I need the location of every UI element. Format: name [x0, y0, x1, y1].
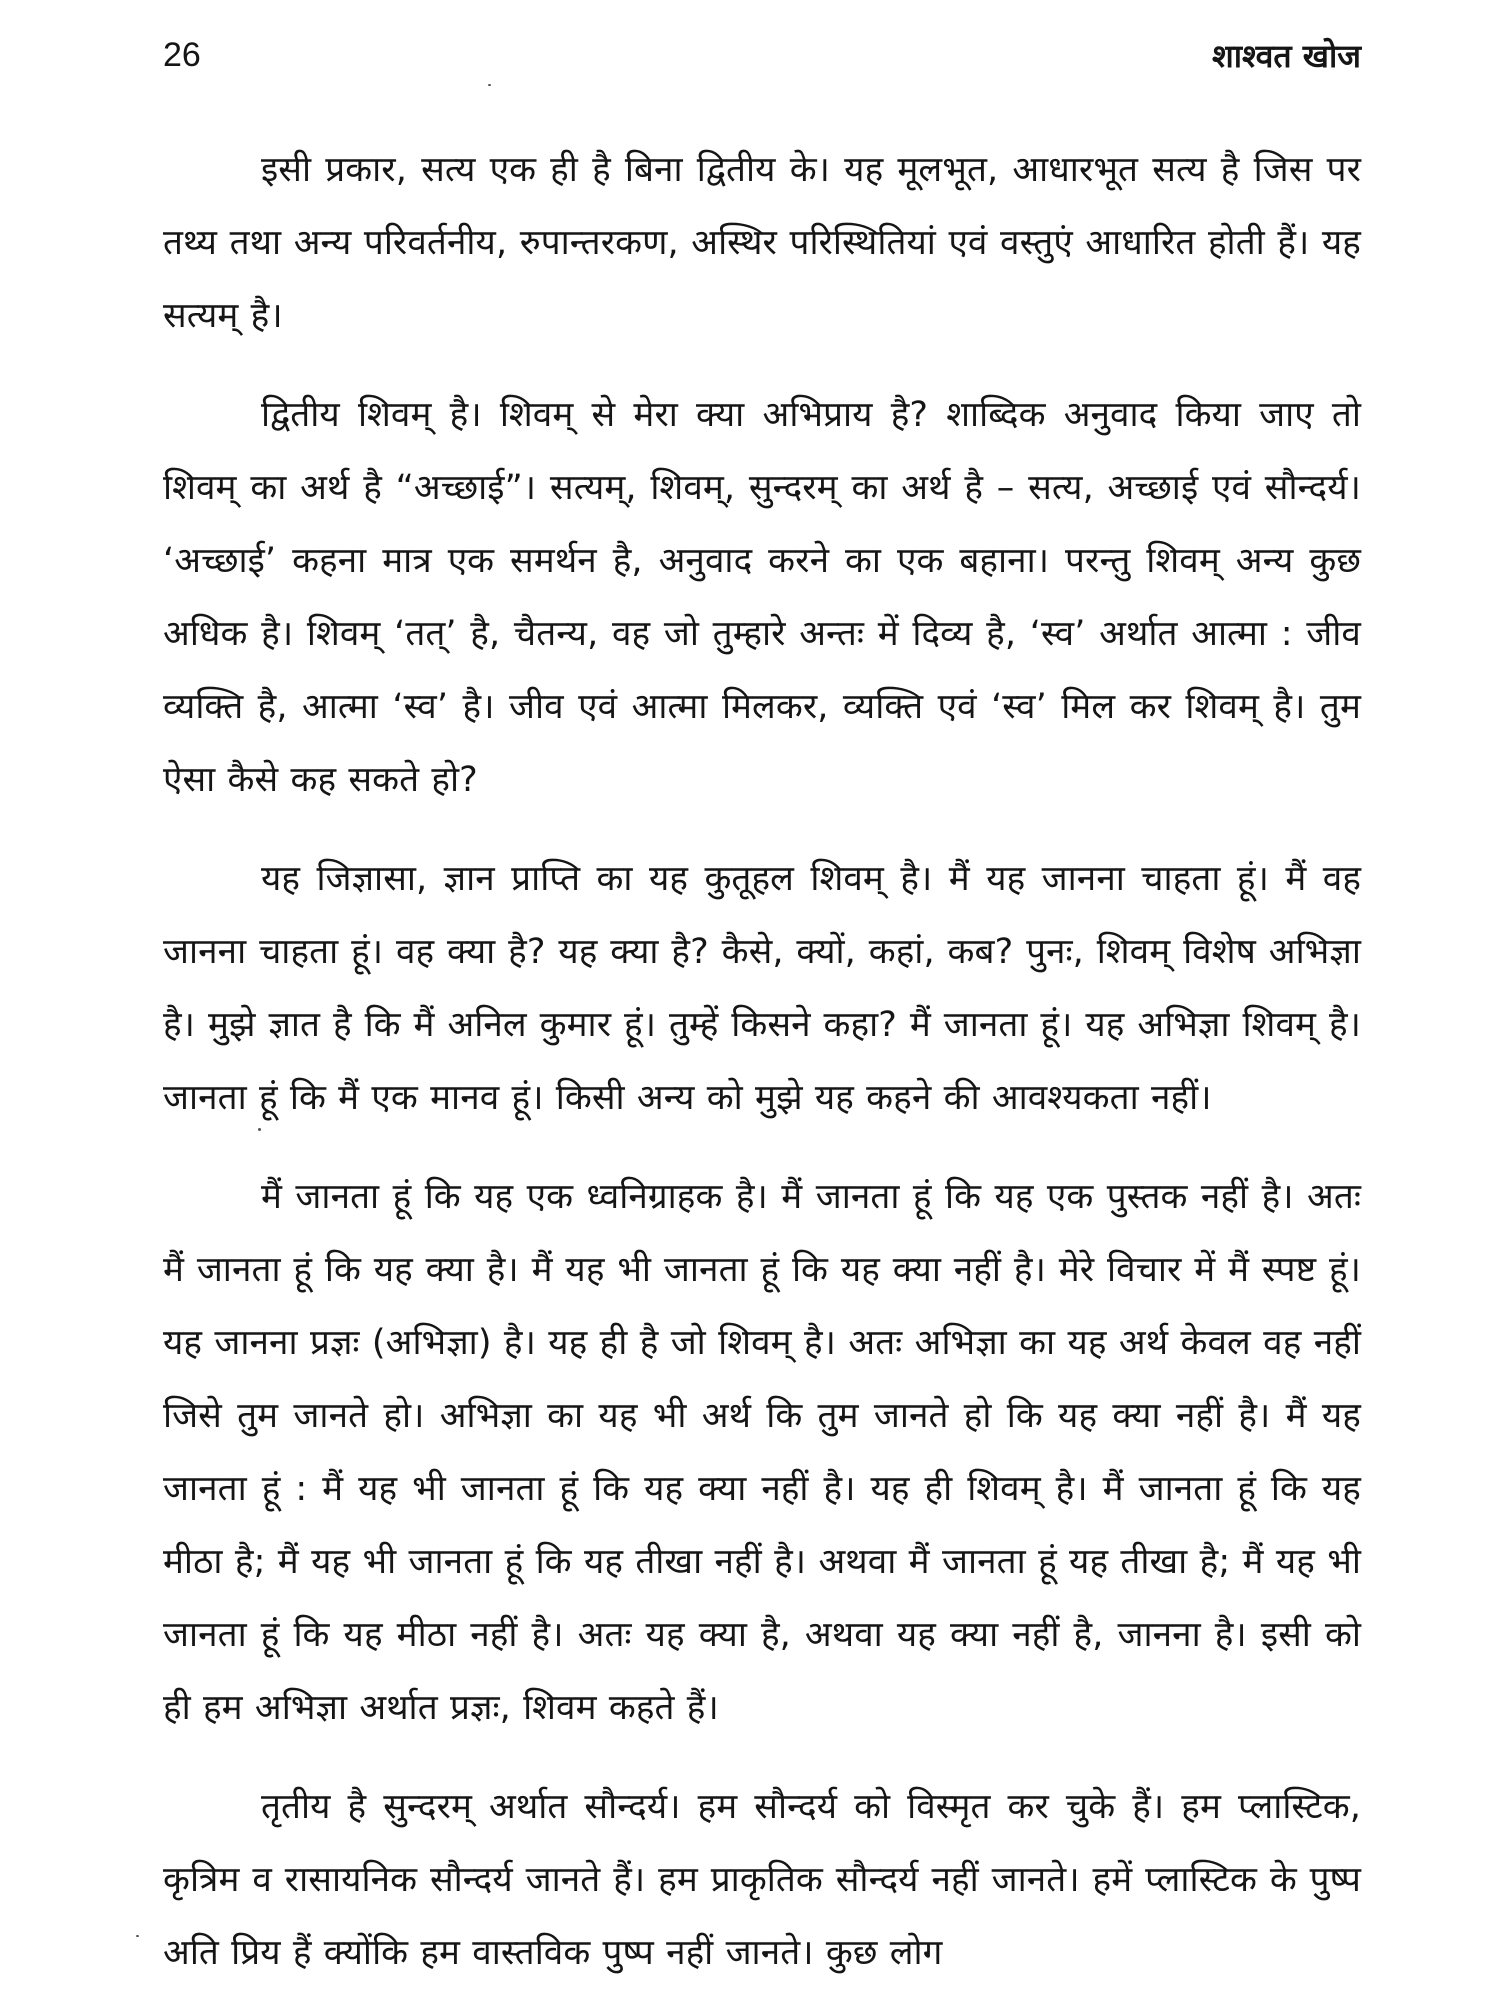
running-head	[163, 28, 1361, 88]
body-text	[163, 134, 1361, 1990]
paragraph-jigyasa: यह जिज्ञासा, ज्ञान प्राप्ति का यह कुतूहल शिवम् है। मैं यह जानना चाहता हूं। मैं वह जानना चाहता हूं। वह क्या है? यह क्या है? कैसे, क्यों, कहां, कब? पुनः, शिवम् विशेष अभिज्ञा है। मुझे ज्ञात है कि मैं अनिल कुमार हूं। तुम्हें किसने कहा? मैं जानता हूं। यह अभिज्ञा शिवम् है। जानता हूं कि मैं एक मानव हूं। किसी अन्य को मुझे यह कहने की आवश्यकता नहीं।	[163, 859, 1361, 1118]
book-title: शाश्वत खोज	[1211, 37, 1361, 75]
paragraph-shivam: द्वितीय शिवम् है। शिवम् से मेरा क्या अभिप्राय है? शाब्दिक अनुवाद किया जाए तो शिवम् का अर्थ है “अच्छाई”। सत्यम्, शिवम्, सुन्दरम् का अर्थ है – सत्य, अच्छाई एवं सौन्दर्य। ‘अच्छाई’ कहना मात्र एक समर्थन है, अनुवाद करने का एक बहाना। परन्तु शिवम् अन्य कुछ अधिक है। शिवम् ‘तत्’ है, चैतन्य, वह जो तुम्हारे अन्तः में दिव्य है, ‘स्व’ अर्थात आत्मा : जीव व्यक्ति है, आत्मा ‘स्व’ है। जीव एवं आत्मा मिलकर, व्यक्ति एवं ‘स्व’ मिल कर शिवम् है। तुम ऐसा कैसे कह सकते हो?	[163, 395, 1361, 800]
page-number: 26	[163, 36, 201, 74]
scan-speck	[258, 1128, 261, 1131]
paragraph-satyam: इसी प्रकार, सत्य एक ही है बिना द्वितीय के। यह मूलभूत, आधारभूत सत्य है जिस पर तथ्य तथा अन्य परिवर्तनीय, रुपान्तरकण, अस्थिर परिस्थितियां एवं वस्तुएं आधारित होती हैं। यह सत्यम् है।	[163, 150, 1361, 336]
paragraph-abhigya: मैं जानता हूं कि यह एक ध्वनिग्राहक है। मैं जानता हूं कि यह एक पुस्तक नहीं है। अतः मैं जानता हूं कि यह क्या है। मैं यह भी जानता हूं कि यह क्या नहीं है। मेरे विचार में मैं स्पष्ट हूं। यह जानना प्रज्ञः (अभिज्ञा) है। यह ही है जो शिवम् है। अतः अभिज्ञा का यह अर्थ केवल वह नहीं जिसे तुम जानते हो। अभिज्ञा का यह भी अर्थ कि तुम जानते हो कि यह क्या नहीं है। मैं यह जानता हूं : मैं यह भी जानता हूं कि यह क्या नहीं है। यह ही शिवम् है। मैं जानता हूं कि यह मीठा है; मैं यह भी जानता हूं कि यह तीखा नहीं है। अथवा मैं जानता हूं यह तीखा है; मैं यह भी जानता हूं कि यह मीठा नहीं है। अतः यह क्या है, अथवा यह क्या नहीं है, जानना है। इसी को ही हम अभिज्ञा अर्थात प्रज्ञः, शिवम कहते हैं।	[163, 1177, 1361, 1728]
paragraph-sundaram: तृतीय है सुन्दरम् अर्थात सौन्दर्य। हम सौन्दर्य को विस्मृत कर चुके हैं। हम प्लास्टिक, कृत्रिम व रासायनिक सौन्दर्य जानते हैं। हम प्राकृतिक सौन्दर्य नहीं जानते। हमें प्लास्टिक के पुष्प अति प्रिय हैं क्योंकि हम वास्तविक पुष्प नहीं जानते। कुछ लोग	[163, 1787, 1361, 1973]
scan-speck	[488, 84, 491, 86]
scan-speck	[136, 1935, 139, 1937]
